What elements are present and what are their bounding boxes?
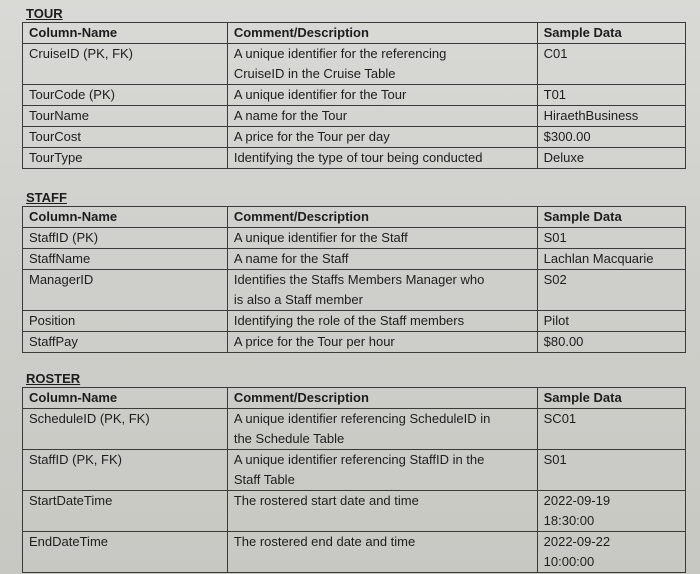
column-name-cell: [23, 491, 228, 532]
description-line: Staff Table: [233, 472, 295, 487]
sample-value-line: Deluxe: [543, 150, 585, 165]
table-header-row: [23, 207, 686, 228]
column-name-cell: [23, 228, 228, 249]
description-cell: [227, 491, 537, 532]
column-name-header: Column-Name: [23, 23, 228, 44]
sample-value-line: S02: [543, 272, 567, 287]
table-header-row: [23, 23, 686, 44]
description-cell: [227, 450, 537, 491]
table-row: [23, 106, 686, 127]
column-name-cell: [23, 127, 228, 148]
blank-line: [234, 552, 537, 572]
sample-data-cell: [537, 332, 685, 353]
column-name-cell: [23, 106, 228, 127]
sample-data-cell: [537, 311, 685, 332]
description-line: A unique identifier for the Tour: [233, 87, 407, 102]
description-cell: [227, 532, 537, 573]
description-cell: [227, 127, 537, 148]
description-line: A unique identifier for the referencing: [233, 46, 447, 61]
staff-title: STAFF: [26, 190, 67, 205]
sample-data-header: Sample Data: [537, 207, 685, 228]
staff-section: [22, 190, 686, 353]
description-cell: [227, 44, 537, 85]
sample-data-cell: [537, 450, 685, 491]
sample-value-line: Lachlan Macquarie: [543, 251, 654, 266]
description-line: A price for the Tour per day: [233, 129, 390, 144]
sample-value-line: S01: [543, 230, 567, 245]
description-line: A unique identifier referencing StaffID in the: [233, 452, 485, 467]
table-row: [23, 450, 686, 491]
description-line: The rostered end date and time: [233, 534, 416, 549]
column-name-cell: [23, 409, 228, 450]
sample-value-line: Pilot: [543, 313, 569, 328]
column-name-text: StartDateTime: [29, 493, 113, 508]
column-name-text: EndDateTime: [29, 534, 108, 549]
sample-data-cell: [537, 148, 685, 169]
table-row: [23, 148, 686, 169]
sample-value-line: HiraethBusiness: [543, 108, 639, 123]
sample-data-cell: [537, 127, 685, 148]
sample-value-line: S01: [543, 452, 567, 467]
description-line: the Schedule Table: [233, 431, 345, 446]
sample-value-line: $300.00: [543, 129, 591, 144]
tour-section: [22, 6, 686, 169]
sample-value-line: 2022-09-22: [543, 534, 611, 549]
table-header-row: [23, 388, 686, 409]
column-name-text: StaffName: [29, 251, 91, 266]
sample-data-cell: [537, 532, 685, 573]
table-row: [23, 270, 686, 311]
sample-data-cell: [537, 270, 685, 311]
table-row: [23, 127, 686, 148]
column-name-text: TourName: [29, 108, 89, 123]
sample-value-line: 10:00:00: [543, 554, 595, 569]
description-line: The rostered start date and time: [233, 493, 419, 508]
table-row: [23, 249, 686, 270]
table-row: [23, 311, 686, 332]
roster-section: [22, 371, 686, 573]
column-name-header: Column-Name: [23, 388, 228, 409]
column-name-text: Position: [29, 313, 76, 328]
sample-value-line: SC01: [543, 411, 577, 426]
description-header: Comment/Description: [227, 207, 537, 228]
column-name-text: TourCode (PK): [29, 87, 115, 102]
table-row: [23, 532, 686, 573]
column-name-cell: [23, 450, 228, 491]
column-name-text: ManagerID: [29, 272, 94, 287]
sample-data-cell: [537, 228, 685, 249]
tour-table: [22, 22, 686, 169]
sample-value-line: C01: [543, 46, 568, 61]
staff-table: [22, 206, 686, 353]
sample-data-header: Sample Data: [537, 388, 685, 409]
column-name-cell: [23, 270, 228, 311]
description-cell: [227, 85, 537, 106]
column-name-header: Column-Name: [23, 207, 228, 228]
roster-title: ROSTER: [26, 371, 81, 386]
description-cell: [227, 228, 537, 249]
sample-data-cell: [537, 106, 685, 127]
description-line: is also a Staff member: [233, 292, 363, 307]
roster-table: [22, 387, 686, 573]
description-line: A name for the Staff: [233, 251, 349, 266]
column-name-cell: [23, 532, 228, 573]
description-line: Identifying the role of the Staff members: [233, 313, 465, 328]
column-name-cell: [23, 311, 228, 332]
sample-data-header: Sample Data: [537, 23, 685, 44]
sample-data-cell: [537, 44, 685, 85]
description-cell: [227, 409, 537, 450]
blank-line: [234, 511, 537, 531]
column-name-text: CruiseID (PK, FK): [29, 46, 134, 61]
description-line: A price for the Tour per hour: [233, 334, 395, 349]
description-line: Identifies the Staffs Members Manager who: [233, 272, 485, 287]
description-line: CruiseID in the Cruise Table: [233, 66, 396, 81]
table-row: [23, 332, 686, 353]
column-name-text: StaffPay: [29, 334, 78, 349]
table-row: [23, 409, 686, 450]
sample-value-line: $80.00: [543, 334, 584, 349]
column-name-cell: [23, 332, 228, 353]
sample-data-cell: [537, 85, 685, 106]
sample-value-line: 2022-09-19: [543, 493, 611, 508]
column-name-cell: [23, 85, 228, 106]
description-line: A name for the Tour: [233, 108, 348, 123]
column-name-text: ScheduleID (PK, FK): [29, 411, 150, 426]
table-row: [23, 491, 686, 532]
sample-data-cell: [537, 409, 685, 450]
description-line: A unique identifier for the Staff: [233, 230, 408, 245]
table-row: [23, 228, 686, 249]
sample-value-line: 18:30:00: [543, 513, 595, 528]
description-cell: [227, 332, 537, 353]
table-row: [23, 85, 686, 106]
description-header: Comment/Description: [227, 388, 537, 409]
column-name-text: StaffID (PK, FK): [29, 452, 122, 467]
description-header: Comment/Description: [227, 23, 537, 44]
column-name-cell: [23, 44, 228, 85]
description-cell: [227, 270, 537, 311]
description-cell: [227, 148, 537, 169]
column-name-text: StaffID (PK): [29, 230, 99, 245]
description-line: A unique identifier referencing ScheduleID in: [233, 411, 491, 426]
description-cell: [227, 249, 537, 270]
sample-data-cell: [537, 249, 685, 270]
description-cell: [227, 106, 537, 127]
column-name-text: TourCost: [29, 129, 82, 144]
description-line: Identifying the type of tour being conducted: [233, 150, 483, 165]
sample-value-line: T01: [543, 87, 567, 102]
column-name-cell: [23, 148, 228, 169]
tour-title: TOUR: [26, 6, 63, 21]
column-name-cell: [23, 249, 228, 270]
table-row: [23, 44, 686, 85]
description-cell: [227, 311, 537, 332]
column-name-text: TourType: [29, 150, 83, 165]
sample-data-cell: [537, 491, 685, 532]
